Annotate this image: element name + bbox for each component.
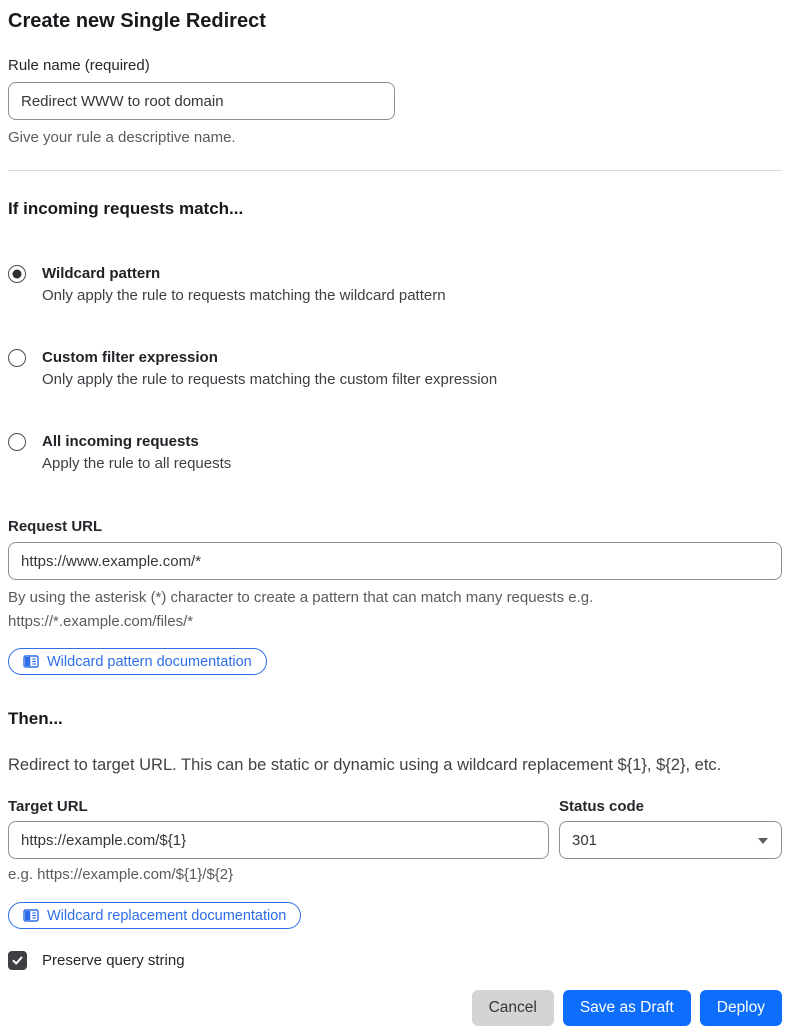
radio-button-icon[interactable] [8, 265, 26, 283]
request-url-input[interactable] [8, 542, 782, 580]
wildcard-pattern-documentation-button[interactable] [8, 648, 267, 675]
then-section-description: Redirect to target URL. This can be static or dynamic using a wildcard replacement ${1}, ${2}, etc. [8, 756, 722, 774]
rule-name-value: Redirect WWW to root domain [21, 92, 224, 110]
page-title: Create new Single Redirect [8, 10, 266, 32]
target-url-status-row [8, 797, 782, 886]
radio-button-icon[interactable] [8, 433, 26, 451]
radio-label: Wildcard pattern [42, 265, 161, 282]
radio-option-wildcard-pattern[interactable] [8, 263, 782, 307]
radio-description: Apply the rule to all requests [42, 455, 232, 472]
book-open-icon [23, 654, 39, 669]
request-url-help: By using the asterisk (*) character to create a pattern that can match many requests e.g. https://*.example.com/files/* [8, 589, 594, 630]
radio-label: Custom filter expression [42, 349, 218, 366]
preserve-query-label: Preserve query string [42, 952, 185, 969]
request-url-label: Request URL [8, 518, 103, 535]
preserve-query-string-row[interactable] [8, 951, 782, 970]
chevron-down-icon [758, 838, 768, 844]
status-code-value: 301 [572, 831, 598, 849]
doc-button-label: Wildcard pattern documentation [47, 653, 252, 670]
radio-button-icon[interactable] [8, 349, 26, 367]
radio-option-all-incoming-requests[interactable] [8, 431, 782, 475]
rule-name-help: Give your rule a descriptive name. [8, 129, 236, 146]
status-code-select[interactable] [559, 821, 782, 859]
match-type-radio-group [8, 263, 782, 475]
section-divider [8, 170, 782, 171]
target-url-value: https://example.com/${1} [21, 831, 187, 849]
rule-name-label: Rule name (required) [8, 57, 150, 74]
radio-description: Only apply the rule to requests matching the custom filter expression [42, 371, 498, 388]
doc-button-label: Wildcard replacement documentation [47, 907, 287, 924]
request-url-value: https://www.example.com/* [21, 552, 202, 570]
target-url-input[interactable] [8, 821, 549, 859]
radio-description: Only apply the rule to requests matching the wildcard pattern [42, 287, 446, 304]
checkmark-icon [11, 954, 24, 967]
footer-actions [8, 990, 782, 1026]
cancel-button[interactable]: Cancel [472, 990, 554, 1026]
match-section-heading: If incoming requests match... [8, 199, 244, 218]
then-section-heading: Then... [8, 709, 63, 728]
target-url-help: e.g. https://example.com/${1}/${2} [8, 866, 234, 883]
book-open-icon [23, 908, 39, 923]
rule-name-input[interactable] [8, 82, 395, 120]
request-url-block [8, 517, 782, 634]
deploy-button[interactable]: Deploy [700, 990, 782, 1026]
status-code-label: Status code [559, 798, 645, 815]
wildcard-replacement-documentation-button[interactable] [8, 902, 301, 929]
radio-option-custom-filter-expression[interactable] [8, 347, 782, 391]
preserve-query-checkbox[interactable] [8, 951, 27, 970]
target-url-label: Target URL [8, 798, 88, 815]
radio-label: All incoming requests [42, 433, 199, 450]
save-as-draft-button[interactable]: Save as Draft [563, 990, 691, 1026]
